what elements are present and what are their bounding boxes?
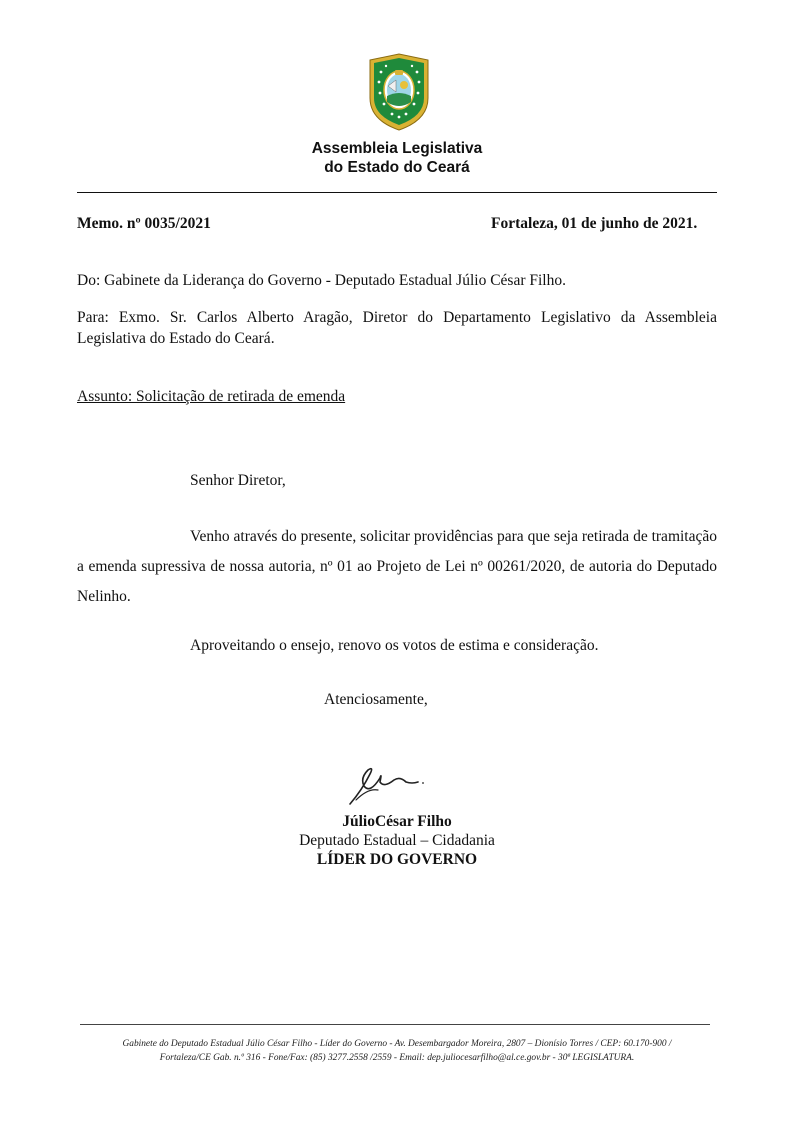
signer-role: Deputado Estadual – Cidadania <box>299 832 495 849</box>
memo-date: Fortaleza, 01 de junho de 2021. <box>491 215 698 232</box>
memo-valediction: Atenciosamente, <box>324 691 428 708</box>
memo-number: Memo. nº 0035/2021 <box>77 215 211 232</box>
header-divider <box>77 192 717 193</box>
footer-address-line1: Gabinete do Deputado Estadual Júlio César Filho - Líder do Governo - Av. Desembargador Moreira, 2807 – Dionísio Torres / CEP: 60.170-900 / <box>122 1039 672 1049</box>
memo-salutation: Senhor Diretor, <box>190 472 286 489</box>
memo-subject: Assunto: Solicitação de retirada de emenda <box>77 388 346 405</box>
memo-body: Venho através do presente, solicitar providências para que seja retirada de tramitação a emenda supressiva de nossa autoria, nº 01 ao Projeto de Lei nº 00261/2020, de autoria do Deputado Nelinho. <box>77 528 717 605</box>
coat-of-arms-icon <box>366 52 432 132</box>
memo-from: Do: Gabinete da Liderança do Governo - Deputado Estadual Júlio César Filho. <box>77 272 566 289</box>
footer-divider <box>80 1024 710 1025</box>
institution-name-line1: Assembleia Legislativa <box>311 140 483 157</box>
memo-closing: Aproveitando o ensejo, renovo os votos de estima e consideração. <box>190 637 599 654</box>
signer-title: LÍDER DO GOVERNO <box>316 851 478 868</box>
institution-name-line2: do Estado do Ceará <box>324 159 470 176</box>
memo-to: Para: Exmo. Sr. Carlos Alberto Aragão, Diretor do Departamento Legislativo da Assembleia Legislativa do Estado do Ceará. <box>77 309 717 347</box>
signer-name: JúlioCésar Filho <box>342 813 452 830</box>
handwritten-signature-icon <box>340 760 430 808</box>
footer-address-line2: Fortaleza/CE Gab. n.º 316 - Fone/Fax: (85) 3277.2558 /2559 - Email: dep.juliocesarfilho@al.ce.gov.br - 30ª LEGISLATURA. <box>159 1053 635 1063</box>
